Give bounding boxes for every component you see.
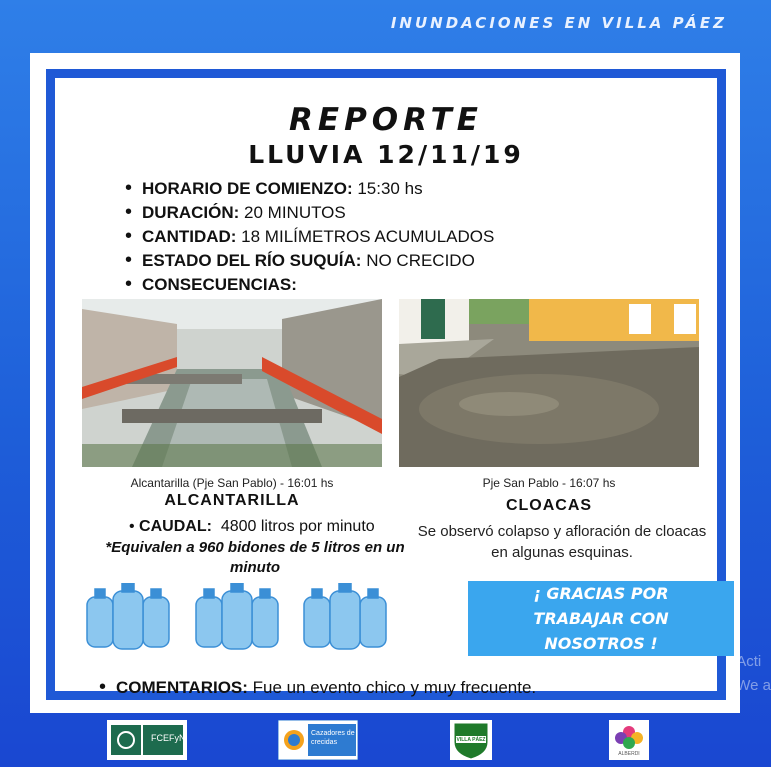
fact-item: • ESTADO DEL RÍO SUQUÍA: NO CRECIDO <box>125 248 494 272</box>
cloacas-caption: Pje San Pablo - 16:07 hs <box>482 476 616 490</box>
water-bottles-icon <box>192 583 282 651</box>
alcantarilla-heading: ALCANTARILLA <box>164 492 300 509</box>
thanks-banner: ¡ GRACIAS POR TRABAJAR CON NOSOTROS ! <box>468 581 734 656</box>
water-bottles-icon <box>300 583 390 651</box>
alcantarilla-caption: Alcantarilla (Pje San Pablo) - 16:01 hs <box>130 476 334 490</box>
fact-item: • DURACIÓN: 20 MINUTOS <box>125 200 494 224</box>
cloacas-photo <box>399 299 699 467</box>
caudal-line: • CAUDAL: 4800 litros por minuto <box>129 518 375 535</box>
report-title: REPORTE <box>289 102 483 138</box>
cloacas-description: Se observó colapso y afloración de cloacas en algunas esquinas. <box>417 523 707 561</box>
fcefyn-logo: FCEFyN <box>107 720 187 760</box>
fact-item: • CANTIDAD: 18 MILÍMETROS ACUMULADOS <box>125 224 494 248</box>
header-title: INUNDACIONES EN VILLA PÁEZ <box>390 14 727 32</box>
facts-list <box>125 176 494 296</box>
fact-item: • HORARIO DE COMIENZO: 15:30 hs <box>125 176 494 200</box>
activation-watermark: Acti We a <box>736 653 771 694</box>
alberdi-logo: ALBERDI <box>609 720 649 760</box>
report-subtitle: LLUVIA 12/11/19 <box>248 140 524 169</box>
report-frame <box>46 69 726 700</box>
report-card <box>30 53 740 713</box>
cazadores-logo: Cazadores de crecidas <box>278 720 358 760</box>
villa-paez-logo: VILLA PÁEZ <box>450 720 492 760</box>
cloacas-heading: CLOACAS <box>505 497 593 514</box>
fact-item: • CONSECUENCIAS: <box>125 272 494 296</box>
comments-line: • COMENTARIOS: Fue un evento chico y muy frecuente. <box>99 676 536 699</box>
alcantarilla-photo <box>82 299 382 467</box>
equivalence-note: *Equivalen a 960 bidones de 5 litros en un minuto <box>105 539 405 576</box>
water-bottles-icon <box>83 583 173 651</box>
